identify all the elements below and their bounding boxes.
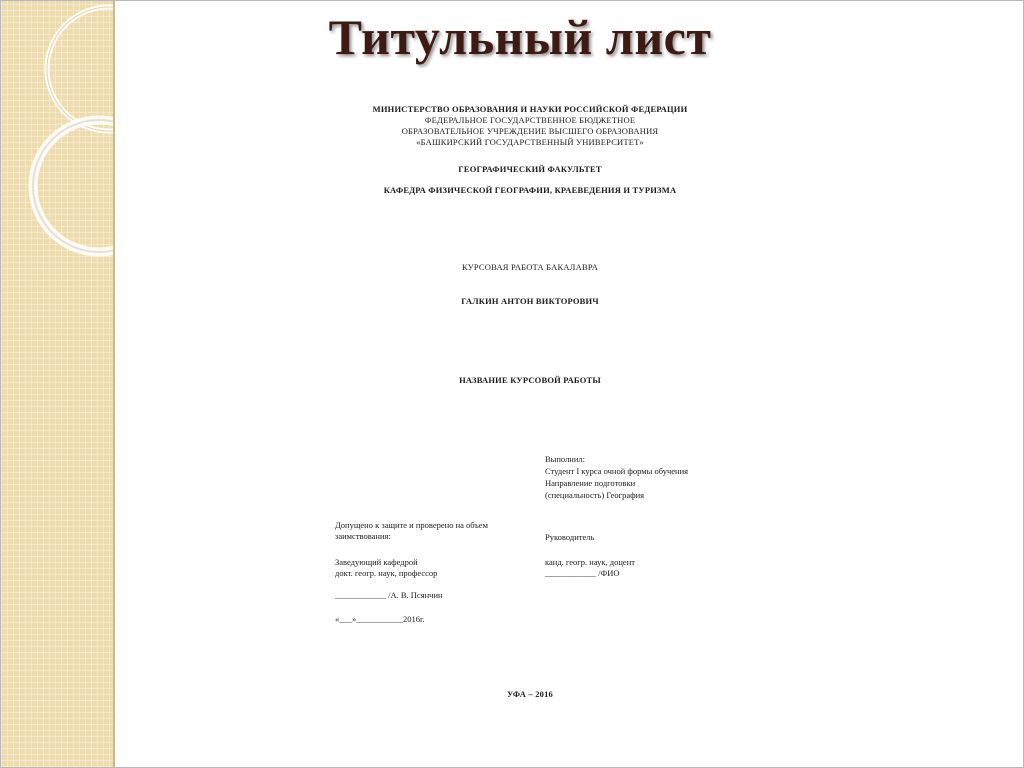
supervisor-line: ____________ /ФИО xyxy=(545,568,620,578)
work-title: НАЗВАНИЕ КУРСОВОЙ РАБОТЫ xyxy=(459,375,601,385)
performer-line: (специальность) География xyxy=(545,490,645,500)
performer-line: Выполнил: xyxy=(545,454,586,464)
decorative-circles xyxy=(1,1,113,261)
head-signature-line: ____________ /А. В. Псянчин xyxy=(335,590,443,600)
ministry-line: МИНИСТЕРСТВО ОБРАЗОВАНИЯ И НАУКИ РОССИЙСКОЙ ФЕДЕРАЦИИ xyxy=(372,104,688,114)
ministry-header xyxy=(300,104,760,148)
head-dept-line: Заведующий кафедрой xyxy=(335,557,418,567)
city-year: УФА – 2016 xyxy=(506,689,553,699)
admitted-line: заимствования: xyxy=(335,531,391,541)
supervisor-line: канд. геогр. наук, доцент xyxy=(545,557,635,567)
author-name: ГАЛКИН АНТОН ВИКТОРОВИЧ xyxy=(461,296,599,306)
work-type: КУРСОВАЯ РАБОТА БАКАЛАВРА xyxy=(461,262,599,272)
admitted-line: Допущено к защите и проверено на объем xyxy=(335,520,488,530)
performer-line: Направление подготовки xyxy=(545,478,636,488)
date-line: «___»___________2016г. xyxy=(335,614,425,624)
ministry-line: «БАШКИРСКИЙ ГОСУДАРСТВЕННЫЙ УНИВЕРСИТЕТ» xyxy=(416,137,644,147)
chair-name: КАФЕДРА ФИЗИЧЕСКОЙ ГЕОГРАФИИ, КРАЕВЕДЕНИЯ И ТУРИЗМА xyxy=(383,185,677,195)
faculty-name: ГЕОГРАФИЧЕСКИЙ ФАКУЛЬТЕТ xyxy=(458,164,602,174)
supervisor-label: Руководитель xyxy=(545,532,595,542)
supervisor-details xyxy=(545,557,725,579)
performer-line: Студент I курса очной формы обучения xyxy=(545,466,689,476)
slide-title: Титульный лист xyxy=(328,9,712,65)
admitted-block xyxy=(335,520,535,542)
head-of-department-block xyxy=(335,557,535,579)
ministry-line: ОБРАЗОВАТЕЛЬНОЕ УЧРЕЖДЕНИЕ ВЫСШЕГО ОБРАЗОВАНИЯ xyxy=(401,126,659,136)
decorative-divider xyxy=(113,1,115,767)
performer-block xyxy=(545,453,745,501)
ministry-line: ФЕДЕРАЛЬНОЕ ГОСУДАРСТВЕННОЕ БЮДЖЕТНОЕ xyxy=(424,115,636,125)
head-dept-line: докт. геогр. наук, профессор xyxy=(335,568,438,578)
